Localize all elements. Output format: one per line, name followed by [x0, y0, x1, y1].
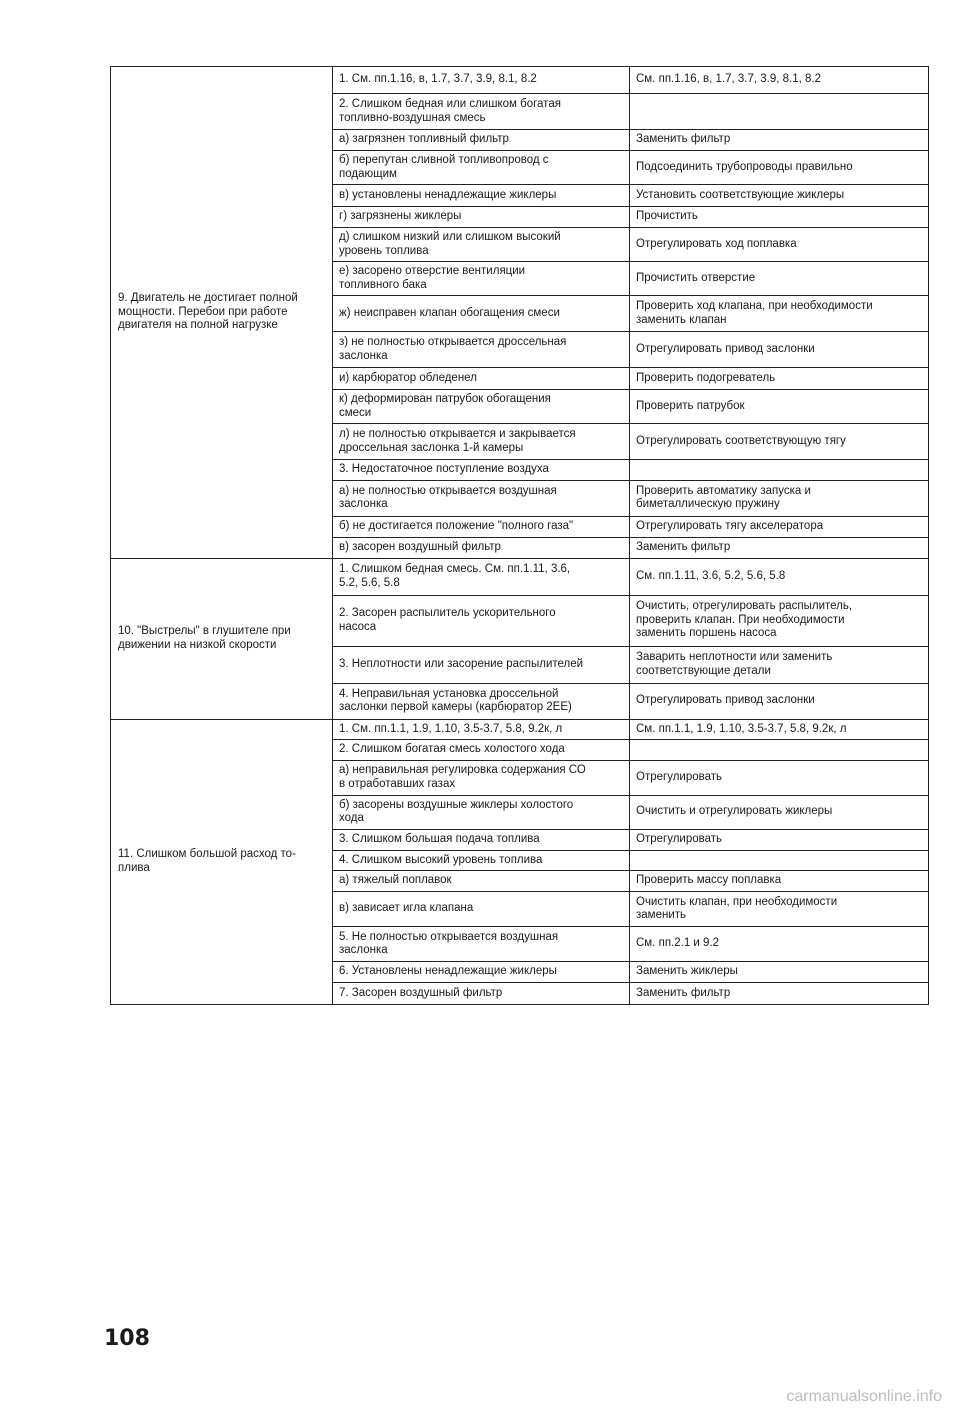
remedy-cell: Проверить массу поплавка	[630, 871, 929, 892]
remedy-cell: Отрегулировать привод заслонки	[630, 683, 929, 719]
remedy-cell	[630, 740, 929, 761]
symptom-cell: 9. Двигатель не достигает полной мощности. Перебои при работе двигателя на полной нагрузке	[111, 67, 333, 559]
symptom-cell: 10. "Выстрелы" в глушителе при движении на низкой скорости	[111, 558, 333, 719]
remedy-cell: См. пп.2.1 и 9.2	[630, 927, 929, 962]
cause-cell: з) не полностью открывается дроссельная заслонка	[333, 332, 630, 368]
remedy-cell: Заменить фильтр	[630, 537, 929, 558]
symptom-cell: 11. Слишком большой расход то- плива	[111, 719, 333, 1005]
cause-cell: 2. Засорен распылитель ускорительного насоса	[333, 595, 630, 646]
remedy-cell: Очистить клапан, при необходимости заменить	[630, 892, 929, 927]
cause-cell: 3. Неплотности или засорение распылителей	[333, 646, 630, 683]
remedy-cell: Установить соответствующие жиклеры	[630, 185, 929, 207]
remedy-cell: Заменить фильтр	[630, 130, 929, 151]
cause-cell: 2. Слишком бедная или слишком богатая топливно-воздушная смесь	[333, 94, 630, 130]
remedy-cell: Отрегулировать соответствующую тягу	[630, 424, 929, 460]
table-row	[111, 558, 929, 595]
remedy-cell: Прочистить отверстие	[630, 262, 929, 296]
cause-cell: а) загрязнен топливный фильтр	[333, 130, 630, 151]
remedy-cell: См. пп.1.1, 1.9, 1.10, 3.5-3.7, 5.8, 9.2к, л	[630, 719, 929, 740]
cause-cell: б) не достигается положение "полного газа"	[333, 516, 630, 537]
cause-cell: а) не полностью открывается воздушная заслонка	[333, 480, 630, 516]
remedy-cell: Проверить ход клапана, при необходимости заменить клапан	[630, 296, 929, 332]
cause-cell: а) тяжелый поплавок	[333, 871, 630, 892]
remedy-cell: Очистить, отрегулировать распылитель, проверить клапан. При необходимости заменить поршень насоса	[630, 595, 929, 646]
remedy-cell: Проверить автоматику запуска и биметаллическую пружину	[630, 480, 929, 516]
remedy-cell	[630, 94, 929, 130]
cause-cell: ж) неисправен клапан обогащения смеси	[333, 296, 630, 332]
remedy-cell: Проверить подогреватель	[630, 368, 929, 390]
troubleshooting-table	[110, 66, 929, 1005]
remedy-cell: См. пп.1.11, 3.6, 5.2, 5.6, 5.8	[630, 558, 929, 595]
cause-cell: а) неправильная регулировка содержания СО в отработавших газах	[333, 760, 630, 795]
remedy-cell: См. пп.1.16, в, 1.7, 3.7, 3.9, 8.1, 8.2	[630, 67, 929, 94]
remedy-cell: Заварить неплотности или заменить соответствующие детали	[630, 646, 929, 683]
remedy-cell: Заменить фильтр	[630, 983, 929, 1005]
remedy-cell: Подсоединить трубопроводы правильно	[630, 151, 929, 185]
watermark: carmanualsonline.info	[786, 1388, 942, 1405]
cause-cell: в) засорен воздушный фильтр	[333, 537, 630, 558]
remedy-cell: Проверить патрубок	[630, 390, 929, 424]
cause-cell: 4. Неправильная установка дроссельной заслонки первой камеры (карбюратор 2ЕЕ)	[333, 683, 630, 719]
cause-cell: 5. Не полностью открывается воздушная заслонка	[333, 927, 630, 962]
remedy-cell: Очистить и отрегулировать жиклеры	[630, 795, 929, 829]
remedy-cell	[630, 460, 929, 481]
remedy-cell: Отрегулировать	[630, 760, 929, 795]
cause-cell: 6. Установлены ненадлежащие жиклеры	[333, 962, 630, 983]
cause-cell: г) загрязнены жиклеры	[333, 207, 630, 228]
cause-cell: б) засорены воздушные жиклеры холостого хода	[333, 795, 630, 829]
cause-cell: е) засорено отверстие вентиляции топливного бака	[333, 262, 630, 296]
table-row	[111, 719, 929, 740]
cause-cell: л) не полностью открывается и закрывается дроссельная заслонка 1-й камеры	[333, 424, 630, 460]
cause-cell: в) установлены ненадлежащие жиклеры	[333, 185, 630, 207]
cause-cell: 3. Недостаточное поступление воздуха	[333, 460, 630, 481]
cause-cell: б) перепутан сливной топливопровод с подающим	[333, 151, 630, 185]
page-number: 108	[104, 1326, 150, 1351]
cause-cell: 3. Слишком большая подача топлива	[333, 829, 630, 850]
remedy-cell	[630, 850, 929, 871]
cause-cell: 2. Слишком богатая смесь холостого хода	[333, 740, 630, 761]
cause-cell: 1. Слишком бедная смесь. См. пп.1.11, 3.6, 5.2, 5.6, 5.8	[333, 558, 630, 595]
cause-cell: 1. См. пп.1.16, в, 1.7, 3.7, 3.9, 8.1, 8.2	[333, 67, 630, 94]
cause-cell: 7. Засорен воздушный фильтр	[333, 983, 630, 1005]
cause-cell: 1. См. пп.1.1, 1.9, 1.10, 3.5-3.7, 5.8, 9.2к, л	[333, 719, 630, 740]
cause-cell: и) карбюратор обледенел	[333, 368, 630, 390]
remedy-cell: Отрегулировать ход поплавка	[630, 228, 929, 262]
remedy-cell: Отрегулировать тягу акселератора	[630, 516, 929, 537]
cause-cell: в) зависает игла клапана	[333, 892, 630, 927]
remedy-cell: Отрегулировать	[630, 829, 929, 850]
cause-cell: д) слишком низкий или слишком высокий уровень топлива	[333, 228, 630, 262]
table-row	[111, 67, 929, 94]
troubleshooting-table-wrapper	[110, 66, 928, 1005]
cause-cell: 4. Слишком высокий уровень топлива	[333, 850, 630, 871]
cause-cell: к) деформирован патрубок обогащения смеси	[333, 390, 630, 424]
remedy-cell: Отрегулировать привод заслонки	[630, 332, 929, 368]
remedy-cell: Заменить жиклеры	[630, 962, 929, 983]
remedy-cell: Прочистить	[630, 207, 929, 228]
